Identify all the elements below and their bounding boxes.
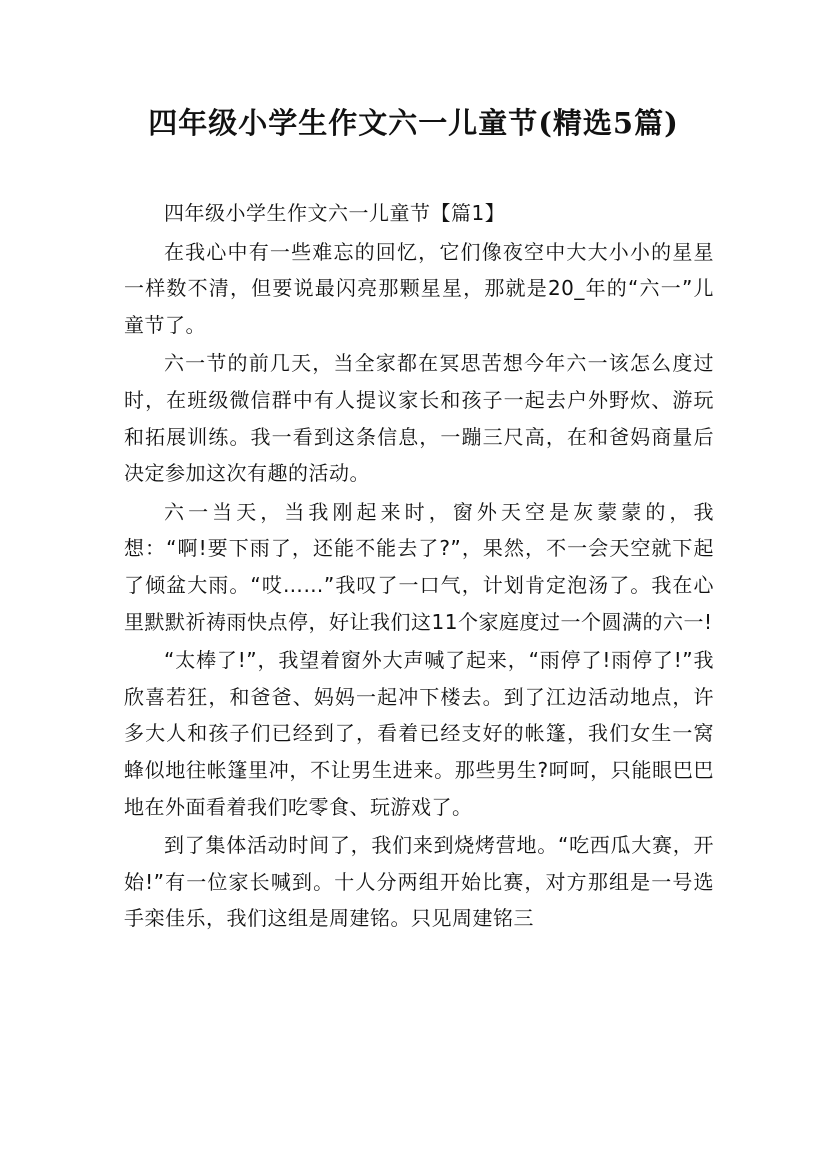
document-body bbox=[124, 195, 714, 939]
paragraph-3: 六一当天，当我刚起来时，窗外天空是灰蒙蒙的，我想：“啊!要下雨了，还能不能去了?”，果然，不一会天空就下起了倾盆大雨。“哎……”我叹了一口气，计划肯定泡汤了。我在心里默默祈祷雨快点停，好让我们这11个家庭度过一个圆满的六一! bbox=[124, 499, 714, 634]
paragraph-2: 六一节的前几天，当全家都在冥思苦想今年六一该怎么度过时，在班级微信群中有人提议家长和孩子一起去户外野炊、游玩和拓展训练。我一看到这条信息，一蹦三尺高，在和爸妈商量后决定参加这次有趣的活动。 bbox=[124, 351, 714, 486]
paragraph-4: “太棒了!”，我望着窗外大声喊了起来，“雨停了!雨停了!”我欣喜若狂，和爸爸、妈妈一起冲下楼去。到了江边活动地点，许多大人和孩子们已经到了，看着已经支好的帐篷，我们女生一窝蜂似地往帐篷里冲，不让男生进来。那些男生?呵呵，只能眼巴巴地在外面看着我们吃零食、玩游戏了。 bbox=[124, 648, 714, 819]
document-title: 四年级小学生作文六一儿童节(精选5篇) bbox=[148, 106, 679, 140]
section-heading: 四年级小学生作文六一儿童节【篇1】 bbox=[164, 201, 506, 225]
paragraph-1: 在我心中有一些难忘的回忆，它们像夜空中大大小小的星星一样数不清，但要说最闪亮那颗星星，那就是20_年的“六一”儿童节了。 bbox=[124, 239, 714, 337]
paragraph-5: 到了集体活动时间了，我们来到烧烤营地。“吃西瓜大赛，开始!”有一位家长喊到。十人分两组开始比赛，对方那组是一号选手栾佳乐，我们这组是周建铭。只见周建铭三 bbox=[124, 833, 714, 931]
